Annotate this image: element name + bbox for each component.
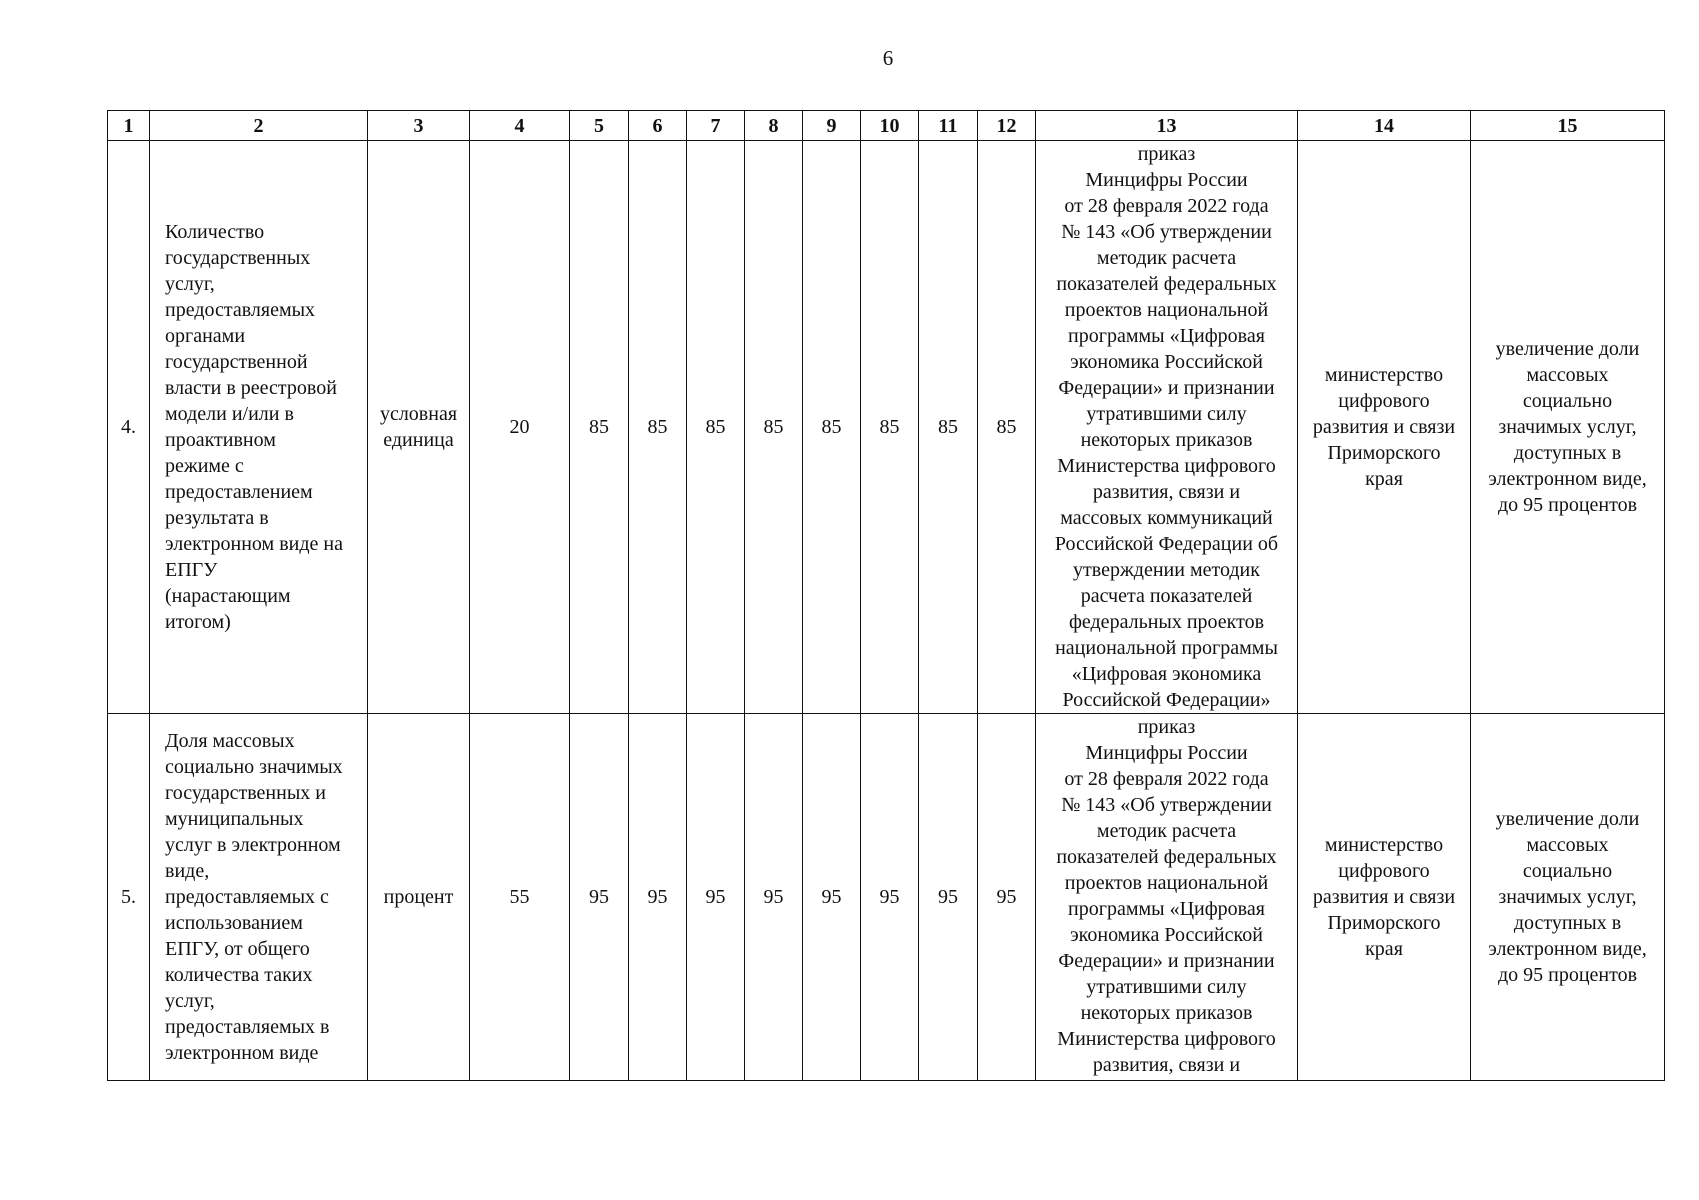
- column-header: 3: [368, 111, 470, 141]
- column-header: 15: [1471, 111, 1665, 141]
- document-cell: приказ Минцифры России от 28 февраля 2022 года № 143 «Об утверждении методик расчета показателей федеральных проектов национальной программы «Цифровая экономика Российской Федерации» и признании утратившими силу некоторых приказов Министерства цифрового развития, связи и: [1036, 714, 1298, 1081]
- year-value: 85: [919, 141, 978, 714]
- table-row: [108, 714, 1665, 1081]
- base-value: 20: [470, 141, 570, 714]
- unit-cell: процент: [368, 714, 470, 1081]
- column-header: 1: [108, 111, 150, 141]
- column-header: 5: [570, 111, 629, 141]
- row-number: 4.: [108, 141, 150, 714]
- document-cell: приказ Минцифры России от 28 февраля 2022 года № 143 «Об утверждении методик расчета показателей федеральных проектов национальной программы «Цифровая экономика Российской Федерации» и признании утратившими силу некоторых приказов Министерства цифрового развития, связи и массовых коммуникаций Российской Федерации об утверждении методик расчета показателей федеральных проектов национальной программы «Цифровая экономика Российской Федерации»: [1036, 141, 1298, 714]
- year-value: 85: [803, 141, 861, 714]
- year-value: 85: [861, 141, 919, 714]
- responsible-cell: министерство цифрового развития и связи Приморского края: [1298, 141, 1471, 714]
- year-value: 85: [745, 141, 803, 714]
- page-number: 6: [882, 46, 894, 70]
- year-value: 85: [687, 141, 745, 714]
- column-header: 10: [861, 111, 919, 141]
- column-header: 14: [1298, 111, 1471, 141]
- column-header: 13: [1036, 111, 1298, 141]
- indicators-table: [107, 110, 1665, 1081]
- indicator-name: Количество государственных услуг, предоставляемых органами государственной власти в реестровой модели и/или в проактивном режиме с предоставлением результата в электронном виде на ЕПГУ (нарастающим итогом): [150, 141, 368, 714]
- link-cell: увеличение доли массовых социально значимых услуг, доступных в электронном виде, до 95 процентов: [1471, 141, 1665, 714]
- year-value: 95: [745, 714, 803, 1081]
- year-value: 95: [570, 714, 629, 1081]
- indicator-name: Доля массовых социально значимых государственных и муниципальных услуг в электронном виде, предоставляемых с использованием ЕПГУ, от общего количества таких услуг, предоставляемых в электронном виде: [150, 714, 368, 1081]
- column-header: 12: [978, 111, 1036, 141]
- column-header: 6: [629, 111, 687, 141]
- year-value: 95: [803, 714, 861, 1081]
- year-value: 95: [861, 714, 919, 1081]
- column-header: 11: [919, 111, 978, 141]
- table-row: [108, 141, 1665, 714]
- column-header: 8: [745, 111, 803, 141]
- table-header-row: [108, 111, 1665, 141]
- year-value: 85: [570, 141, 629, 714]
- year-value: 85: [978, 141, 1036, 714]
- year-value: 95: [978, 714, 1036, 1081]
- unit-cell: условная единица: [368, 141, 470, 714]
- year-value: 95: [629, 714, 687, 1081]
- year-value: 95: [687, 714, 745, 1081]
- column-header: 2: [150, 111, 368, 141]
- link-cell: увеличение доли массовых социально значимых услуг, доступных в электронном виде, до 95 процентов: [1471, 714, 1665, 1081]
- column-header: 7: [687, 111, 745, 141]
- responsible-cell: министерство цифрового развития и связи Приморского края: [1298, 714, 1471, 1081]
- column-header: 9: [803, 111, 861, 141]
- year-value: 85: [629, 141, 687, 714]
- base-value: 55: [470, 714, 570, 1081]
- year-value: 95: [919, 714, 978, 1081]
- row-number: 5.: [108, 714, 150, 1081]
- column-header: 4: [470, 111, 570, 141]
